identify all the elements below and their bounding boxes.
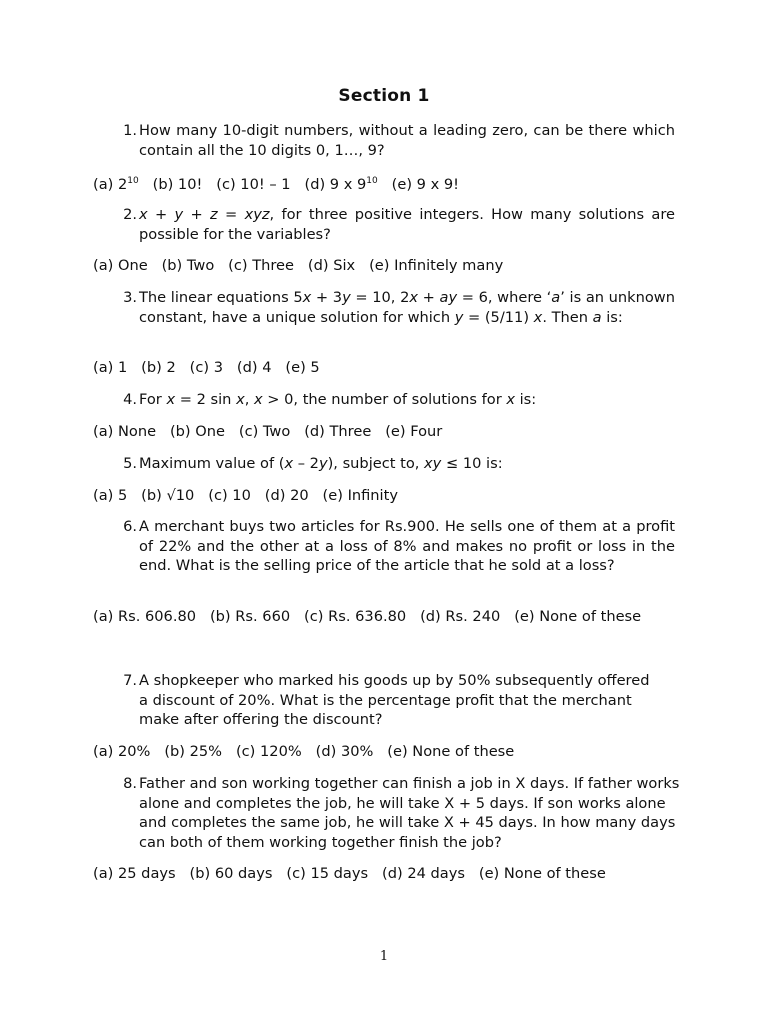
question-text: A merchant buys two articles for Rs.900. He sells one of them at a profit of 22% and the other at a loss of 8% and makes no profit or loss in the end. What is the selling price of the article that he sold at a loss? [139,518,675,575]
question-number: 1. [123,122,137,139]
options-8: (a) 25 days (b) 60 days (c) 15 days (d) 24 days (e) None of these [93,865,606,882]
question-text: The linear equations 5x + 3y = 10, 2x + ay = 6, where ‘a’ is an unknown constant, have a unique solution for which y = (5/11) x. Then a is: [139,289,675,326]
question-number: 2. [123,206,137,223]
question-number: 3. [123,289,137,306]
options-6: (a) Rs. 606.80 (b) Rs. 660 (c) Rs. 636.80 (d) Rs. 240 (e) None of these [93,608,642,625]
options-2: (a) One (b) Two (c) Three (d) Six (e) Infinitely many [93,257,504,274]
option-text: (a) 2 [93,175,128,193]
section-title: Section 1 [338,86,430,106]
question-number: 6. [123,518,137,535]
question-number: 5. [123,455,137,472]
question-8 [115,774,680,852]
question-text: Maximum value of (x – 2y), subject to, xy ≤ 10 is: [139,455,503,472]
question-number: 8. [123,775,137,792]
question-6 [115,517,675,576]
option-text: (b) 10! (c) 10! – 1 (d) 9 x 9 [138,175,367,193]
question-5 [115,454,675,474]
question-text: How many 10-digit numbers, without a leading zero, can be there which contain all the 10 digits 0, 1…, 9? [139,122,675,159]
page-number: 1 [379,949,389,964]
question-text: A shopkeeper who marked his goods up by 50% subsequently offered a discount of 20%. What is the percentage profit that the merchant make after offering the discount? [139,672,650,729]
option-text: (e) 9 x 9! [377,175,460,193]
question-text: Father and son working together can finish a job in X days. If father works alone and completes the job, he will take X + 5 days. If son works alone and completes the same job, he will take X + 45 days. In how many days can both of them working together finish the job? [139,775,680,851]
question-3 [115,288,675,327]
question-1 [115,121,675,160]
question-number: 7. [123,672,137,689]
options-7: (a) 20% (b) 25% (c) 120% (d) 30% (e) None of these [93,743,515,760]
options-5: (a) 5 (b) √10 (c) 10 (d) 20 (e) Infinity [93,487,398,504]
question-number: 4. [123,391,137,408]
superscript: 10 [366,176,378,186]
options-4: (a) None (b) One (c) Two (d) Three (e) Four [93,423,443,440]
question-text: For x = 2 sin x, x > 0, the number of solutions for x is: [139,391,537,408]
question-2 [115,205,675,244]
question-7 [115,671,655,730]
options-1 [93,172,733,194]
options-3: (a) 1 (b) 2 (c) 3 (d) 4 (e) 5 [93,359,320,376]
superscript: 10 [127,176,139,186]
question-text: x + y + z = xyz, for three positive integers. How many solutions are possible for the variables? [139,206,675,243]
question-4 [115,390,675,410]
